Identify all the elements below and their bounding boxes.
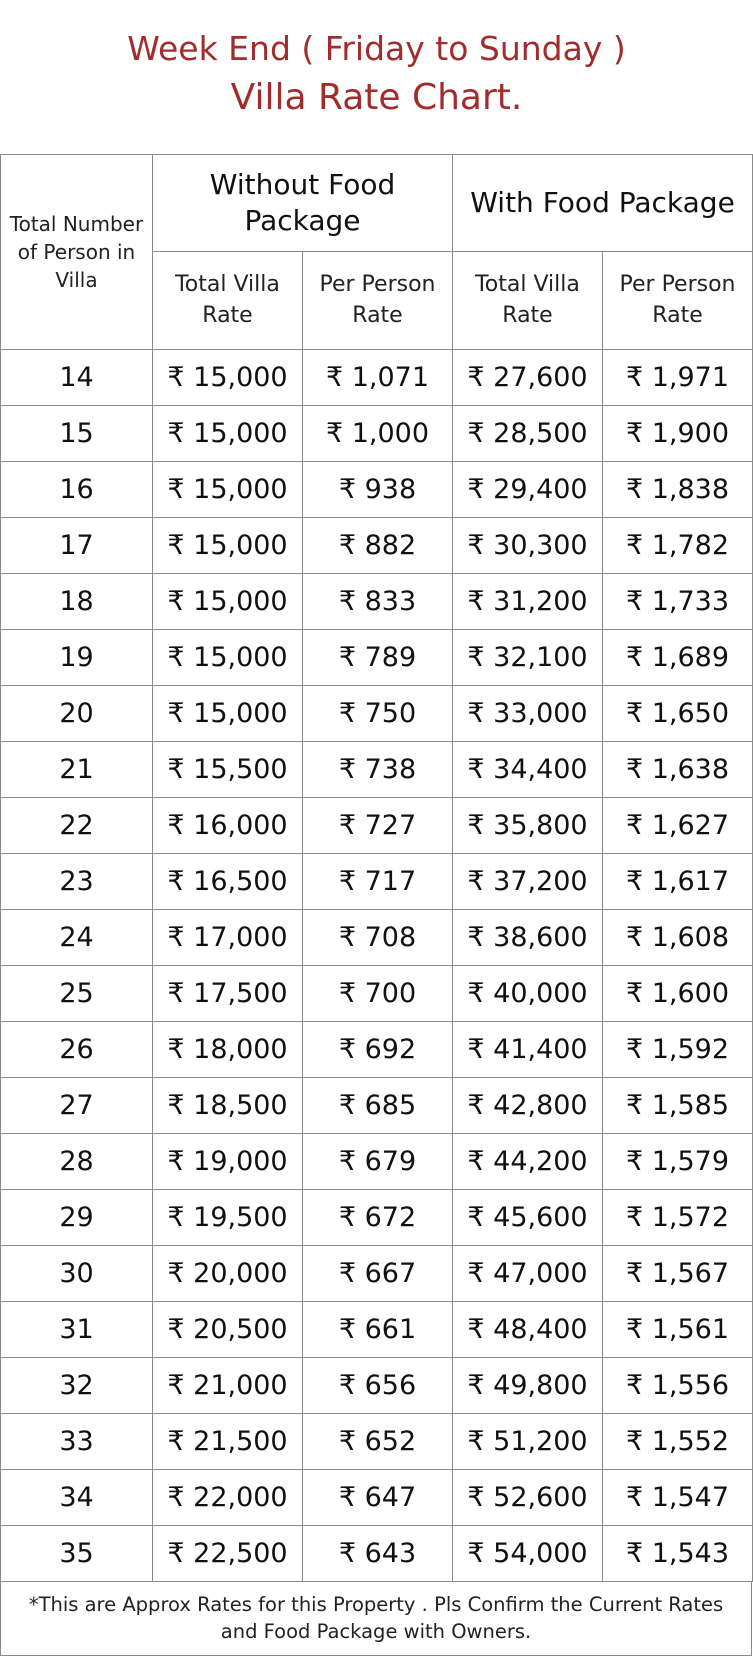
title-rate-chart: Villa Rate Chart. <box>230 77 523 119</box>
without-food-total-cell: ₹ 15,000 <box>153 462 303 518</box>
without-food-total-cell: ₹ 20,500 <box>153 1302 303 1358</box>
title-block <box>0 0 753 154</box>
without-food-per-person-cell: ₹ 643 <box>303 1526 453 1582</box>
without-food-total-cell: ₹ 15,000 <box>153 630 303 686</box>
rate-table-body <box>1 350 753 1582</box>
persons-cell: 17 <box>1 518 153 574</box>
without-food-per-person-cell: ₹ 667 <box>303 1246 453 1302</box>
without-food-per-person-cell: ₹ 661 <box>303 1302 453 1358</box>
with-food-per-person-cell: ₹ 1,650 <box>603 686 753 742</box>
with-food-per-person-cell: ₹ 1,689 <box>603 630 753 686</box>
with-food-total-cell: ₹ 38,600 <box>453 910 603 966</box>
persons-cell: 27 <box>1 1078 153 1134</box>
table-row <box>1 630 753 686</box>
without-food-per-person-cell: ₹ 679 <box>303 1134 453 1190</box>
without-food-per-person-cell: ₹ 717 <box>303 854 453 910</box>
with-food-per-person-cell: ₹ 1,733 <box>603 574 753 630</box>
table-row <box>1 798 753 854</box>
table-row <box>1 1190 753 1246</box>
with-food-per-person-cell: ₹ 1,782 <box>603 518 753 574</box>
persons-cell: 22 <box>1 798 153 854</box>
table-row <box>1 966 753 1022</box>
without-food-total-cell: ₹ 19,500 <box>153 1190 303 1246</box>
with-food-total-cell: ₹ 54,000 <box>453 1526 603 1582</box>
persons-cell: 20 <box>1 686 153 742</box>
without-food-per-person-cell: ₹ 647 <box>303 1470 453 1526</box>
with-food-per-person-cell: ₹ 1,552 <box>603 1414 753 1470</box>
header-with-food-total-villa-rate: Total Villa Rate <box>453 252 603 350</box>
with-food-per-person-cell: ₹ 1,617 <box>603 854 753 910</box>
with-food-total-cell: ₹ 49,800 <box>453 1358 603 1414</box>
persons-cell: 35 <box>1 1526 153 1582</box>
table-row <box>1 462 753 518</box>
persons-cell: 33 <box>1 1414 153 1470</box>
without-food-total-cell: ₹ 15,000 <box>153 518 303 574</box>
persons-cell: 23 <box>1 854 153 910</box>
with-food-per-person-cell: ₹ 1,600 <box>603 966 753 1022</box>
persons-cell: 30 <box>1 1246 153 1302</box>
without-food-total-cell: ₹ 22,500 <box>153 1526 303 1582</box>
with-food-total-cell: ₹ 42,800 <box>453 1078 603 1134</box>
header-without-food: Without Food Package <box>153 155 453 252</box>
table-row <box>1 1022 753 1078</box>
with-food-total-cell: ₹ 27,600 <box>453 350 603 406</box>
table-row <box>1 1246 753 1302</box>
footnote-line-2: and Food Package with Owners. <box>220 1620 532 1644</box>
with-food-per-person-cell: ₹ 1,543 <box>603 1526 753 1582</box>
with-food-per-person-cell: ₹ 1,567 <box>603 1246 753 1302</box>
header-without-food-total-villa-rate: Total Villa Rate <box>153 252 303 350</box>
table-row <box>1 1078 753 1134</box>
table-row <box>1 350 753 406</box>
with-food-total-cell: ₹ 37,200 <box>453 854 603 910</box>
table-row <box>1 406 753 462</box>
rate-table <box>0 154 753 1582</box>
with-food-total-cell: ₹ 44,200 <box>453 1134 603 1190</box>
without-food-total-cell: ₹ 18,000 <box>153 1022 303 1078</box>
without-food-total-cell: ₹ 15,000 <box>153 574 303 630</box>
without-food-total-cell: ₹ 16,000 <box>153 798 303 854</box>
table-row <box>1 574 753 630</box>
without-food-total-cell: ₹ 15,000 <box>153 686 303 742</box>
without-food-per-person-cell: ₹ 652 <box>303 1414 453 1470</box>
with-food-per-person-cell: ₹ 1,608 <box>603 910 753 966</box>
with-food-total-cell: ₹ 40,000 <box>453 966 603 1022</box>
with-food-total-cell: ₹ 34,400 <box>453 742 603 798</box>
with-food-per-person-cell: ₹ 1,547 <box>603 1470 753 1526</box>
header-without-food-per-person-rate: Per Person Rate <box>303 252 453 350</box>
header-with-food: With Food Package <box>453 155 753 252</box>
without-food-total-cell: ₹ 17,500 <box>153 966 303 1022</box>
without-food-per-person-cell: ₹ 738 <box>303 742 453 798</box>
table-row <box>1 742 753 798</box>
with-food-per-person-cell: ₹ 1,561 <box>603 1302 753 1358</box>
without-food-total-cell: ₹ 21,500 <box>153 1414 303 1470</box>
with-food-per-person-cell: ₹ 1,585 <box>603 1078 753 1134</box>
without-food-total-cell: ₹ 17,000 <box>153 910 303 966</box>
without-food-per-person-cell: ₹ 789 <box>303 630 453 686</box>
with-food-per-person-cell: ₹ 1,838 <box>603 462 753 518</box>
table-row <box>1 686 753 742</box>
with-food-total-cell: ₹ 32,100 <box>453 630 603 686</box>
table-row <box>1 854 753 910</box>
table-row <box>1 1526 753 1582</box>
persons-cell: 18 <box>1 574 153 630</box>
with-food-per-person-cell: ₹ 1,971 <box>603 350 753 406</box>
without-food-per-person-cell: ₹ 656 <box>303 1358 453 1414</box>
with-food-per-person-cell: ₹ 1,579 <box>603 1134 753 1190</box>
without-food-per-person-cell: ₹ 708 <box>303 910 453 966</box>
without-food-total-cell: ₹ 16,500 <box>153 854 303 910</box>
with-food-total-cell: ₹ 48,400 <box>453 1302 603 1358</box>
without-food-total-cell: ₹ 22,000 <box>153 1470 303 1526</box>
without-food-per-person-cell: ₹ 750 <box>303 686 453 742</box>
without-food-per-person-cell: ₹ 882 <box>303 518 453 574</box>
with-food-total-cell: ₹ 28,500 <box>453 406 603 462</box>
header-persons: Total Number of Person in Villa <box>1 155 153 350</box>
persons-cell: 21 <box>1 742 153 798</box>
without-food-per-person-cell: ₹ 727 <box>303 798 453 854</box>
title-weekend: Week End ( Friday to Sunday ) <box>127 29 626 68</box>
persons-cell: 29 <box>1 1190 153 1246</box>
without-food-total-cell: ₹ 15,000 <box>153 350 303 406</box>
with-food-per-person-cell: ₹ 1,627 <box>603 798 753 854</box>
table-row <box>1 910 753 966</box>
without-food-per-person-cell: ₹ 700 <box>303 966 453 1022</box>
persons-cell: 28 <box>1 1134 153 1190</box>
with-food-total-cell: ₹ 51,200 <box>453 1414 603 1470</box>
persons-cell: 31 <box>1 1302 153 1358</box>
table-row <box>1 518 753 574</box>
without-food-total-cell: ₹ 18,500 <box>153 1078 303 1134</box>
persons-cell: 26 <box>1 1022 153 1078</box>
with-food-per-person-cell: ₹ 1,592 <box>603 1022 753 1078</box>
header-with-food-per-person-rate: Per Person Rate <box>603 252 753 350</box>
without-food-per-person-cell: ₹ 938 <box>303 462 453 518</box>
persons-cell: 25 <box>1 966 153 1022</box>
without-food-per-person-cell: ₹ 692 <box>303 1022 453 1078</box>
without-food-total-cell: ₹ 15,000 <box>153 406 303 462</box>
with-food-per-person-cell: ₹ 1,572 <box>603 1190 753 1246</box>
with-food-total-cell: ₹ 30,300 <box>453 518 603 574</box>
without-food-total-cell: ₹ 19,000 <box>153 1134 303 1190</box>
with-food-total-cell: ₹ 45,600 <box>453 1190 603 1246</box>
persons-cell: 16 <box>1 462 153 518</box>
table-row <box>1 1358 753 1414</box>
persons-cell: 15 <box>1 406 153 462</box>
with-food-total-cell: ₹ 47,000 <box>453 1246 603 1302</box>
without-food-per-person-cell: ₹ 1,071 <box>303 350 453 406</box>
with-food-total-cell: ₹ 52,600 <box>453 1470 603 1526</box>
without-food-per-person-cell: ₹ 1,000 <box>303 406 453 462</box>
footnote-line-1: *This are Approx Rates for this Property . Pls Confirm the Current Rates <box>28 1593 724 1616</box>
without-food-total-cell: ₹ 21,000 <box>153 1358 303 1414</box>
with-food-per-person-cell: ₹ 1,638 <box>603 742 753 798</box>
table-row <box>1 1134 753 1190</box>
with-food-per-person-cell: ₹ 1,900 <box>603 406 753 462</box>
without-food-total-cell: ₹ 15,500 <box>153 742 303 798</box>
without-food-per-person-cell: ₹ 685 <box>303 1078 453 1134</box>
with-food-total-cell: ₹ 29,400 <box>453 462 603 518</box>
table-row <box>1 1470 753 1526</box>
without-food-per-person-cell: ₹ 833 <box>303 574 453 630</box>
persons-cell: 19 <box>1 630 153 686</box>
with-food-total-cell: ₹ 41,400 <box>453 1022 603 1078</box>
persons-cell: 32 <box>1 1358 153 1414</box>
persons-cell: 24 <box>1 910 153 966</box>
table-row <box>1 1414 753 1470</box>
without-food-total-cell: ₹ 20,000 <box>153 1246 303 1302</box>
table-row <box>1 1302 753 1358</box>
with-food-total-cell: ₹ 35,800 <box>453 798 603 854</box>
persons-cell: 14 <box>1 350 153 406</box>
persons-cell: 34 <box>1 1470 153 1526</box>
with-food-total-cell: ₹ 33,000 <box>453 686 603 742</box>
with-food-total-cell: ₹ 31,200 <box>453 574 603 630</box>
footnote <box>0 1581 752 1656</box>
with-food-per-person-cell: ₹ 1,556 <box>603 1358 753 1414</box>
without-food-per-person-cell: ₹ 672 <box>303 1190 453 1246</box>
